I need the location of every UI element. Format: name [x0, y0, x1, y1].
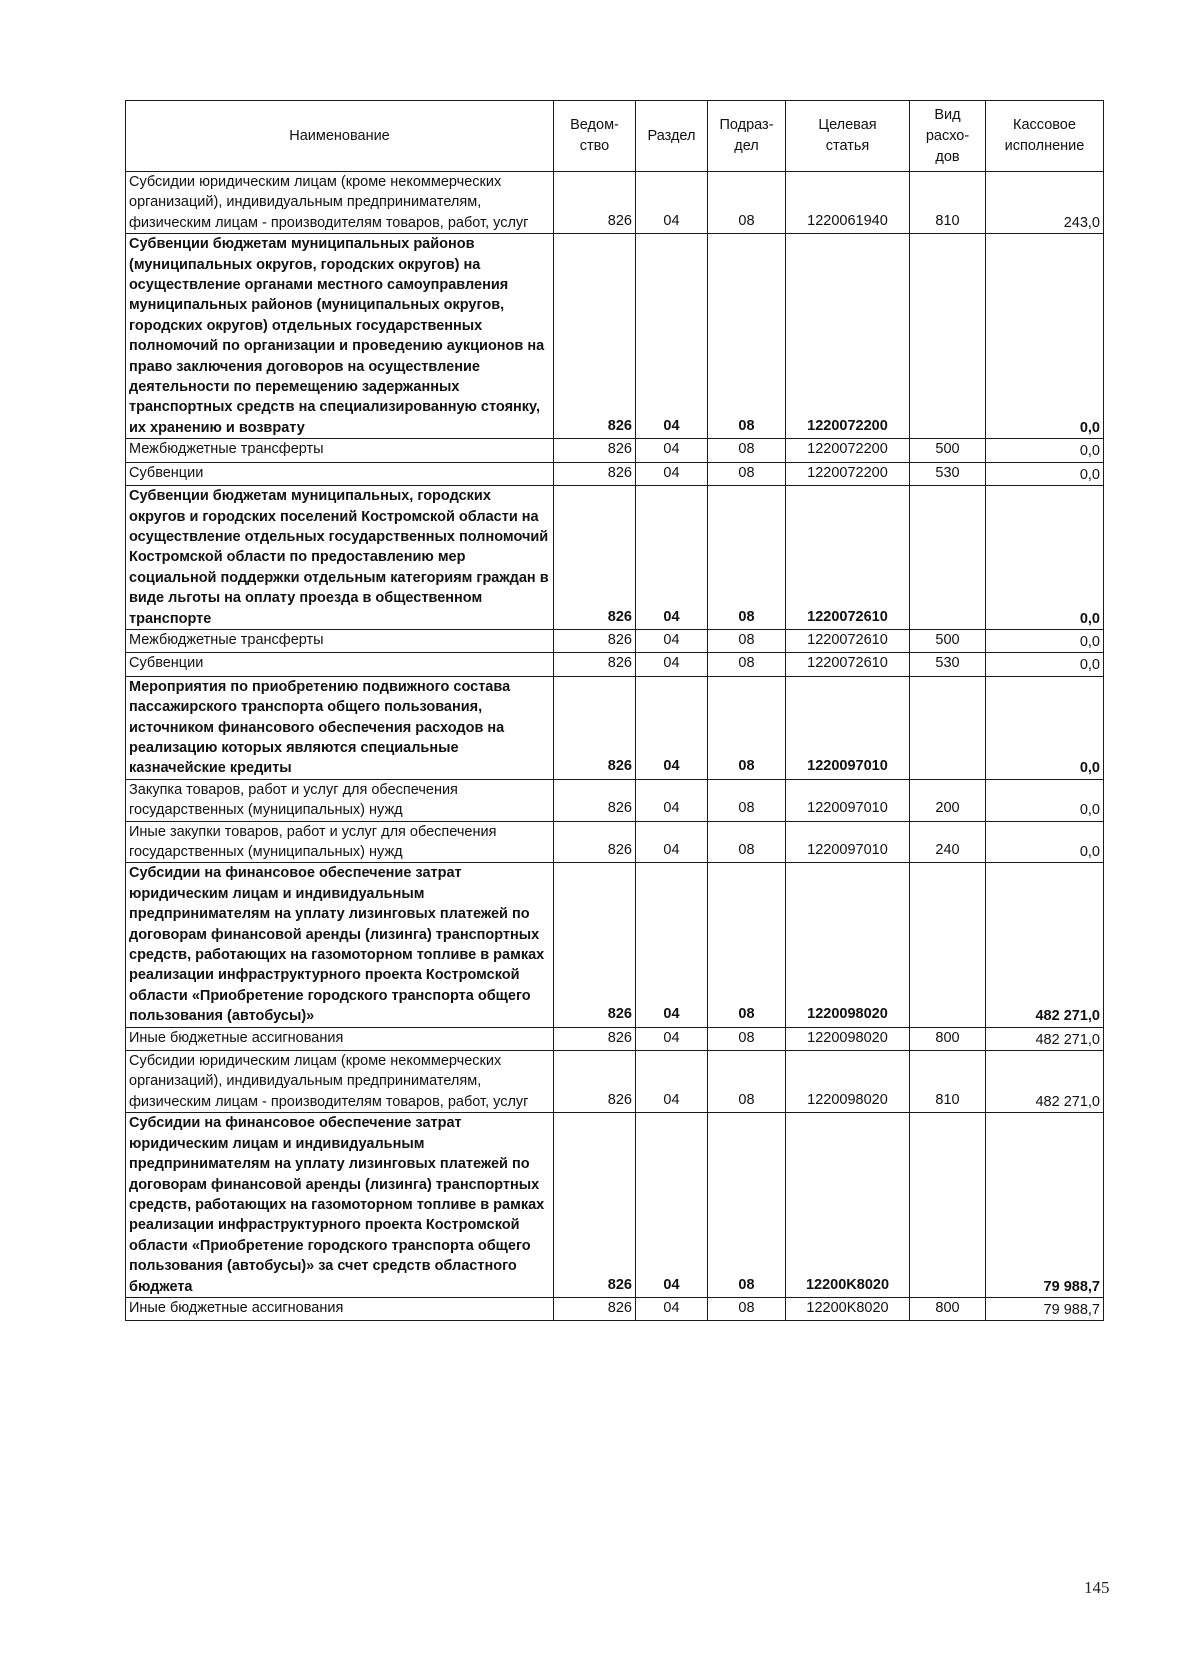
- cell-razdel: 04: [636, 676, 708, 779]
- cell-statya: 1220097010: [786, 821, 910, 863]
- cell-razdel: 04: [636, 1297, 708, 1320]
- cell-vedomstvo: 826: [554, 486, 636, 630]
- header-vedomstvo: Ведом- ство: [554, 101, 636, 172]
- cell-razdel: 04: [636, 172, 708, 234]
- cell-podrazdel: 08: [708, 1297, 786, 1320]
- cell-razdel: 04: [636, 779, 708, 821]
- cell-statya: 1220072200: [786, 439, 910, 462]
- cell-name: Субвенции: [126, 462, 554, 485]
- cell-amount: 79 988,7: [986, 1113, 1104, 1298]
- cell-vid: 240: [910, 821, 986, 863]
- cell-vid: 810: [910, 172, 986, 234]
- cell-amount: 482 271,0: [986, 1051, 1104, 1113]
- cell-statya: 1220061940: [786, 172, 910, 234]
- cell-vedomstvo: 826: [554, 1297, 636, 1320]
- cell-name: Иные бюджетные ассигнования: [126, 1027, 554, 1050]
- cell-razdel: 04: [636, 439, 708, 462]
- table-row: [126, 1113, 1104, 1298]
- cell-statya: 1220097010: [786, 779, 910, 821]
- cell-razdel: 04: [636, 1027, 708, 1050]
- cell-podrazdel: 08: [708, 462, 786, 485]
- cell-razdel: 04: [636, 234, 708, 439]
- header-amount: Кассовое исполнение: [986, 101, 1104, 172]
- cell-vedomstvo: 826: [554, 779, 636, 821]
- cell-podrazdel: 08: [708, 439, 786, 462]
- cell-podrazdel: 08: [708, 629, 786, 652]
- cell-statya: 12200K8020: [786, 1113, 910, 1298]
- cell-razdel: 04: [636, 1113, 708, 1298]
- cell-vid: 500: [910, 439, 986, 462]
- header-podrazdel: Подраз- дел: [708, 101, 786, 172]
- cell-statya: 12200K8020: [786, 1297, 910, 1320]
- table-row: [126, 462, 1104, 485]
- header-vid: Вид расхо- дов: [910, 101, 986, 172]
- header-statya: Целевая статья: [786, 101, 910, 172]
- cell-razdel: 04: [636, 821, 708, 863]
- cell-amount: 0,0: [986, 486, 1104, 630]
- cell-vedomstvo: 826: [554, 172, 636, 234]
- cell-name: Межбюджетные трансферты: [126, 629, 554, 652]
- cell-razdel: 04: [636, 629, 708, 652]
- cell-vedomstvo: 826: [554, 462, 636, 485]
- cell-vid: [910, 486, 986, 630]
- page-number: 145: [1084, 1578, 1110, 1597]
- cell-podrazdel: 08: [708, 779, 786, 821]
- table-row: [126, 676, 1104, 779]
- cell-amount: 0,0: [986, 676, 1104, 779]
- cell-statya: 1220072610: [786, 629, 910, 652]
- cell-name: Субсидии на финансовое обеспечение затрат юридическим лицам и индивидуальным предпринимателям на уплату лизинговых платежей по договорам финансовой аренды (лизинга) транспортных средств, работающих на газомоторном топливе в рамках реализации инфраструктурного проекта Костромской области «Приобретение городского транспорта общего пользования (автобусы)»: [126, 863, 554, 1027]
- cell-razdel: 04: [636, 1051, 708, 1113]
- table-row: [126, 653, 1104, 676]
- cell-vid: 200: [910, 779, 986, 821]
- cell-podrazdel: 08: [708, 1113, 786, 1298]
- header-name: Наименование: [126, 101, 554, 172]
- cell-amount: 0,0: [986, 462, 1104, 485]
- cell-name: Субсидии юридическим лицам (кроме некоммерческих организаций), индивидуальным предпринимателям, физическим лицам - производителям товаров, работ, услуг: [126, 172, 554, 234]
- cell-name: Субсидии на финансовое обеспечение затрат юридическим лицам и индивидуальным предпринимателям на уплату лизинговых платежей по договорам финансовой аренды (лизинга) транспортных средств, работающих на газомоторном топливе в рамках реализации инфраструктурного проекта Костромской области «Приобретение городского транспорта общего пользования (автобусы)» за счет средств областного бюджета: [126, 1113, 554, 1298]
- cell-name: Субвенции: [126, 653, 554, 676]
- cell-podrazdel: 08: [708, 172, 786, 234]
- cell-vid: [910, 234, 986, 439]
- cell-vedomstvo: 826: [554, 863, 636, 1027]
- cell-vid: 810: [910, 1051, 986, 1113]
- cell-podrazdel: 08: [708, 486, 786, 630]
- cell-statya: 1220072200: [786, 462, 910, 485]
- cell-vedomstvo: 826: [554, 821, 636, 863]
- cell-statya: 1220072610: [786, 486, 910, 630]
- cell-name: Иные закупки товаров, работ и услуг для обеспечения государственных (муниципальных) нужд: [126, 821, 554, 863]
- cell-name: Субвенции бюджетам муниципальных районов (муниципальных округов, городских округов) на осуществление органами местного самоуправления муниципальных районов (муниципальных округов, городских округов) отдельных государственных полномочий по организации и проведению аукционов на право заключения договоров на осуществление деятельности по перемещению задержанных транспортных средств на специализированную стоянку, их хранению и возврату: [126, 234, 554, 439]
- cell-name: Иные бюджетные ассигнования: [126, 1297, 554, 1320]
- cell-statya: 1220098020: [786, 863, 910, 1027]
- table-header-row: [126, 101, 1104, 172]
- table-row: [126, 439, 1104, 462]
- cell-razdel: 04: [636, 486, 708, 630]
- table-row: [126, 821, 1104, 863]
- cell-amount: 0,0: [986, 653, 1104, 676]
- cell-razdel: 04: [636, 653, 708, 676]
- cell-vid: 800: [910, 1027, 986, 1050]
- cell-amount: 0,0: [986, 439, 1104, 462]
- cell-statya: 1220072200: [786, 234, 910, 439]
- cell-amount: 482 271,0: [986, 863, 1104, 1027]
- cell-vid: [910, 676, 986, 779]
- cell-vid: 530: [910, 653, 986, 676]
- cell-amount: 243,0: [986, 172, 1104, 234]
- table-row: [126, 1297, 1104, 1320]
- cell-podrazdel: 08: [708, 234, 786, 439]
- cell-vedomstvo: 826: [554, 676, 636, 779]
- cell-podrazdel: 08: [708, 821, 786, 863]
- cell-amount: 79 988,7: [986, 1297, 1104, 1320]
- cell-name: Межбюджетные трансферты: [126, 439, 554, 462]
- table-row: [126, 629, 1104, 652]
- cell-vedomstvo: 826: [554, 1051, 636, 1113]
- cell-vid: 800: [910, 1297, 986, 1320]
- table-row: [126, 863, 1104, 1027]
- table-row: [126, 1027, 1104, 1050]
- cell-name: Субсидии юридическим лицам (кроме некоммерческих организаций), индивидуальным предпринимателям, физическим лицам - производителям товаров, работ, услуг: [126, 1051, 554, 1113]
- cell-name: Мероприятия по приобретению подвижного состава пассажирского транспорта общего пользования, источником финансового обеспечения расходов на реализацию которых являются специальные казначейские кредиты: [126, 676, 554, 779]
- cell-podrazdel: 08: [708, 1051, 786, 1113]
- table-row: [126, 1051, 1104, 1113]
- cell-vedomstvo: 826: [554, 629, 636, 652]
- table-body: [126, 172, 1104, 1321]
- budget-table: [125, 100, 1104, 1321]
- table-row: [126, 779, 1104, 821]
- cell-statya: 1220097010: [786, 676, 910, 779]
- cell-name: Субвенции бюджетам муниципальных, городских округов и городских поселений Костромской области на осуществление отдельных государственных полномочий Костромской области по предоставлению мер социальной поддержки отдельным категориям граждан в виде льготы на оплату проезда в общественном транспорте: [126, 486, 554, 630]
- cell-vid: [910, 863, 986, 1027]
- header-razdel: Раздел: [636, 101, 708, 172]
- cell-podrazdel: 08: [708, 1027, 786, 1050]
- cell-vedomstvo: 826: [554, 234, 636, 439]
- table-row: [126, 172, 1104, 234]
- cell-razdel: 04: [636, 863, 708, 1027]
- cell-vid: [910, 1113, 986, 1298]
- cell-amount: 0,0: [986, 779, 1104, 821]
- cell-amount: 0,0: [986, 629, 1104, 652]
- cell-razdel: 04: [636, 462, 708, 485]
- cell-podrazdel: 08: [708, 676, 786, 779]
- cell-statya: 1220098020: [786, 1027, 910, 1050]
- cell-podrazdel: 08: [708, 863, 786, 1027]
- cell-vid: 500: [910, 629, 986, 652]
- cell-amount: 0,0: [986, 821, 1104, 863]
- cell-statya: 1220098020: [786, 1051, 910, 1113]
- table-row: [126, 234, 1104, 439]
- cell-name: Закупка товаров, работ и услуг для обеспечения государственных (муниципальных) нужд: [126, 779, 554, 821]
- cell-vid: 530: [910, 462, 986, 485]
- cell-vedomstvo: 826: [554, 653, 636, 676]
- cell-vedomstvo: 826: [554, 1113, 636, 1298]
- cell-statya: 1220072610: [786, 653, 910, 676]
- cell-podrazdel: 08: [708, 653, 786, 676]
- cell-vedomstvo: 826: [554, 1027, 636, 1050]
- cell-vedomstvo: 826: [554, 439, 636, 462]
- cell-amount: 482 271,0: [986, 1027, 1104, 1050]
- cell-amount: 0,0: [986, 234, 1104, 439]
- table-row: [126, 486, 1104, 630]
